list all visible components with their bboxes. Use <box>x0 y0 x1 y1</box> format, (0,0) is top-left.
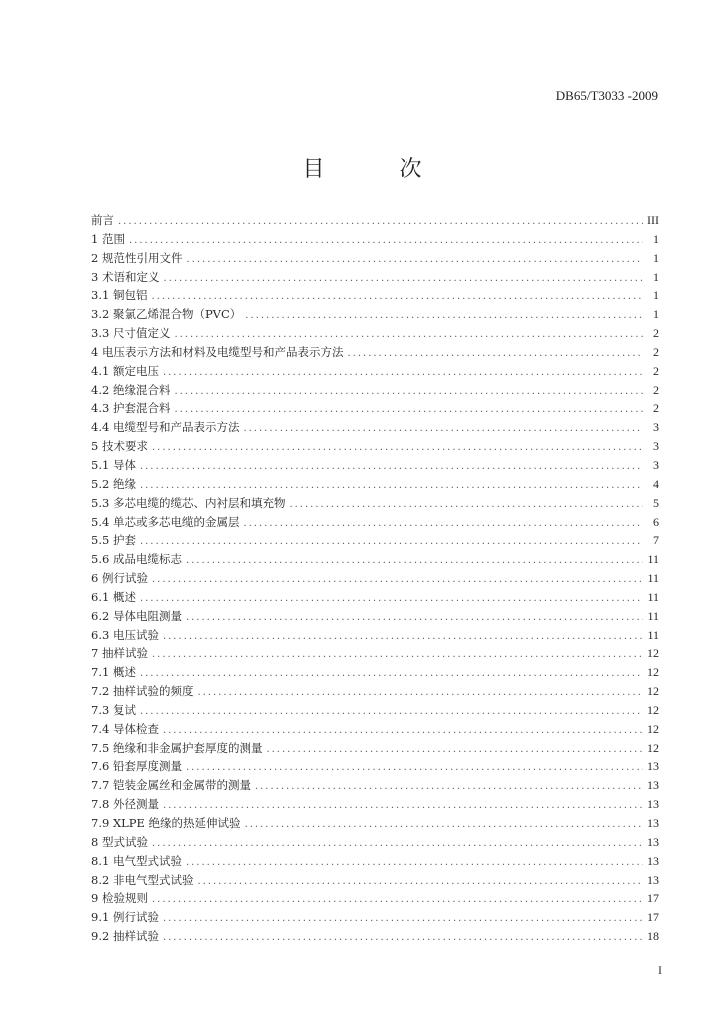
toc-entry-page: 17 <box>647 910 659 925</box>
toc-dot-leader <box>245 816 643 835</box>
table-of-contents <box>91 211 659 946</box>
toc-entry-label: 7.1 概述 <box>91 665 136 680</box>
toc-entry-page: 6 <box>653 514 659 529</box>
toc-entry-page: 11 <box>647 571 659 586</box>
toc-entry[interactable] <box>91 399 659 418</box>
toc-entry-label: 6.2 导体电阻测量 <box>91 608 182 623</box>
toc-dot-leader <box>197 684 643 703</box>
toc-dot-leader <box>197 873 643 892</box>
toc-entry-label: 5.6 成品电缆标志 <box>91 552 182 567</box>
toc-dot-leader <box>152 571 643 590</box>
toc-dot-leader <box>163 364 643 383</box>
toc-entry-page: 1 <box>653 250 659 265</box>
toc-entry-page: 3 <box>653 457 659 472</box>
toc-dot-leader <box>163 628 643 647</box>
toc-entry-label: 9 检验规则 <box>91 891 148 906</box>
toc-entry-label: 8.2 非电气型式试验 <box>91 872 194 887</box>
toc-entry-page: III <box>647 213 659 227</box>
toc-entry-page: 12 <box>647 721 659 736</box>
toc-dot-leader <box>140 590 643 609</box>
toc-entry-page: 12 <box>647 702 659 717</box>
toc-entry[interactable] <box>91 343 659 362</box>
toc-entry-label: 4 电压表示方法和材料及电缆型号和产品表示方法 <box>91 344 344 359</box>
toc-entry[interactable] <box>91 626 659 645</box>
toc-entry[interactable] <box>91 249 659 268</box>
toc-dot-leader <box>140 665 643 684</box>
toc-entry-page: 4 <box>653 476 659 491</box>
toc-entry-page: 2 <box>653 344 659 359</box>
toc-dot-leader <box>243 515 643 534</box>
toc-dot-leader <box>163 929 643 948</box>
toc-dot-leader <box>174 401 643 420</box>
toc-entry[interactable] <box>91 475 659 494</box>
toc-entry-page: 2 <box>653 382 659 397</box>
toc-entry-page: 11 <box>647 627 659 642</box>
toc-entry-label: 6 例行试验 <box>91 571 148 586</box>
toc-entry[interactable] <box>91 776 659 795</box>
toc-entry-page: 2 <box>653 326 659 341</box>
toc-entry-page: 1 <box>653 307 659 322</box>
toc-entry-label: 前言 <box>91 213 114 227</box>
toc-entry[interactable] <box>91 268 659 287</box>
toc-dot-leader <box>140 703 643 722</box>
toc-entry[interactable] <box>91 739 659 758</box>
toc-entry-page: 12 <box>647 646 659 661</box>
toc-entry-label: 7.3 复试 <box>91 702 136 717</box>
toc-dot-leader <box>347 345 643 364</box>
toc-entry-page: 2 <box>653 363 659 378</box>
toc-entry[interactable] <box>91 852 659 871</box>
toc-entry[interactable] <box>91 418 659 437</box>
toc-entry-page: 13 <box>647 872 659 887</box>
toc-entry-label: 3 术语和定义 <box>91 269 160 284</box>
toc-dot-leader <box>245 307 643 326</box>
toc-entry-label: 4.2 绝缘混合料 <box>91 382 171 397</box>
toc-dot-leader <box>186 759 643 778</box>
toc-entry-label: 5.2 绝缘 <box>91 476 136 491</box>
toc-entry-label: 7.7 铠装金属丝和金属带的测量 <box>91 778 251 793</box>
toc-entry[interactable] <box>91 889 659 908</box>
document-code: DB65/T3033 -2009 <box>555 88 658 103</box>
toc-entry[interactable] <box>91 230 659 249</box>
toc-dot-leader <box>266 741 643 760</box>
toc-dot-leader <box>163 270 643 289</box>
toc-entry-label: 3.2 聚氯乙烯混合物（PVC） <box>91 307 242 322</box>
toc-entry-page: 13 <box>647 816 659 830</box>
toc-entry[interactable] <box>91 682 659 701</box>
toc-entry[interactable] <box>91 757 659 776</box>
toc-entry-page: 12 <box>647 665 659 680</box>
toc-entry[interactable] <box>91 362 659 381</box>
toc-entry[interactable] <box>91 437 659 456</box>
toc-entry[interactable] <box>91 814 659 833</box>
toc-dot-leader <box>186 854 643 873</box>
toc-entry[interactable] <box>91 588 659 607</box>
toc-entry[interactable] <box>91 494 659 513</box>
toc-dot-leader <box>118 213 643 232</box>
toc-entry[interactable] <box>91 569 659 588</box>
toc-entry-page: 7 <box>653 533 659 548</box>
toc-entry-label: 7.5 绝缘和非金属护套厚度的测量 <box>91 740 263 755</box>
toc-entry-label: 8 型式试验 <box>91 834 148 849</box>
toc-entry-label: 7.6 铅套厚度测量 <box>91 759 182 774</box>
toc-entry[interactable] <box>91 550 659 569</box>
page-title: 目 次 <box>302 157 456 182</box>
toc-entry-label: 7.4 导体检查 <box>91 721 159 736</box>
toc-entry-label: 3.3 尺寸值定义 <box>91 326 171 341</box>
toc-entry[interactable] <box>91 908 659 927</box>
toc-entry-page: 11 <box>647 552 659 567</box>
toc-dot-leader <box>152 835 643 854</box>
toc-entry-page: 12 <box>647 684 659 699</box>
toc-entry[interactable] <box>91 927 659 946</box>
toc-entry-label: 9.1 例行试验 <box>91 910 159 925</box>
toc-entry-label: 7.9 XLPE 绝缘的热延伸试验 <box>91 816 241 830</box>
toc-entry-label: 6.3 电压试验 <box>91 627 159 642</box>
toc-entry[interactable] <box>91 286 659 305</box>
toc-entry-label: 7.2 抽样试验的频度 <box>91 684 194 699</box>
toc-entry[interactable] <box>91 795 659 814</box>
toc-entry[interactable] <box>91 531 659 550</box>
toc-entry-label: 4.3 护套混合料 <box>91 401 171 416</box>
toc-entry-page: 12 <box>647 740 659 755</box>
toc-dot-leader <box>163 910 643 929</box>
toc-dot-leader <box>186 609 643 628</box>
toc-dot-leader <box>186 552 643 571</box>
toc-entry-label: 8.1 电气型式试验 <box>91 853 182 868</box>
toc-entry-label: 9.2 抽样试验 <box>91 929 159 944</box>
toc-entry[interactable] <box>91 211 659 230</box>
toc-entry-page: 13 <box>647 834 659 849</box>
toc-entry-page: 13 <box>647 797 659 812</box>
toc-entry[interactable] <box>91 833 659 852</box>
toc-entry[interactable] <box>91 456 659 475</box>
toc-entry[interactable] <box>91 305 659 324</box>
toc-entry-page: 3 <box>653 439 659 454</box>
toc-entry-page: 18 <box>647 929 659 944</box>
toc-entry-page: 3 <box>653 420 659 435</box>
toc-dot-leader <box>140 458 643 477</box>
toc-dot-leader <box>243 420 643 439</box>
toc-entry-label: 6.1 概述 <box>91 589 136 604</box>
toc-dot-leader <box>186 251 643 270</box>
toc-entry[interactable] <box>91 324 659 343</box>
toc-entry[interactable] <box>91 720 659 739</box>
toc-entry-page: 13 <box>647 759 659 774</box>
toc-entry-page: 5 <box>653 495 659 510</box>
toc-entry-label: 5.3 多芯电缆的缆芯、内衬层和填充物 <box>91 495 286 510</box>
toc-entry-page: 1 <box>653 288 659 303</box>
toc-entry-label: 4.1 额定电压 <box>91 363 159 378</box>
toc-dot-leader <box>152 439 643 458</box>
toc-entry[interactable] <box>91 663 659 682</box>
toc-dot-leader <box>255 778 643 797</box>
toc-entry[interactable] <box>91 381 659 400</box>
toc-entry[interactable] <box>91 701 659 720</box>
toc-entry-page: 17 <box>647 891 659 906</box>
toc-entry-label: 5.4 单芯或多芯电缆的金属层 <box>91 514 240 529</box>
toc-dot-leader <box>152 646 643 665</box>
toc-entry-label: 1 范围 <box>91 231 125 246</box>
toc-entry-page: 1 <box>653 231 659 246</box>
toc-dot-leader <box>140 533 643 552</box>
toc-entry-label: 2 规范性引用文件 <box>91 250 183 265</box>
toc-entry-page: 1 <box>653 269 659 284</box>
toc-entry-label: 4.4 电缆型号和产品表示方法 <box>91 420 240 435</box>
toc-dot-leader <box>289 496 643 515</box>
toc-entry-page: 13 <box>647 853 659 868</box>
toc-entry-label: 5.5 护套 <box>91 533 136 548</box>
toc-entry[interactable] <box>91 871 659 890</box>
toc-entry-page: 13 <box>647 778 659 793</box>
toc-entry[interactable] <box>91 607 659 626</box>
page-number: I <box>658 963 662 977</box>
toc-dot-leader <box>174 383 643 402</box>
toc-dot-leader <box>129 232 643 251</box>
toc-entry-page: 2 <box>653 401 659 416</box>
toc-entry[interactable] <box>91 513 659 532</box>
toc-entry-page: 11 <box>647 608 659 623</box>
toc-entry-label: 7 抽样试验 <box>91 646 148 661</box>
toc-entry-label: 3.1 铜包铝 <box>91 288 148 303</box>
toc-entry-label: 5 技术要求 <box>91 439 148 454</box>
toc-dot-leader <box>152 891 643 910</box>
toc-entry-page: 11 <box>647 589 659 604</box>
toc-entry-label: 5.1 导体 <box>91 457 136 472</box>
toc-entry-label: 7.8 外径测量 <box>91 797 159 812</box>
toc-entry[interactable] <box>91 644 659 663</box>
